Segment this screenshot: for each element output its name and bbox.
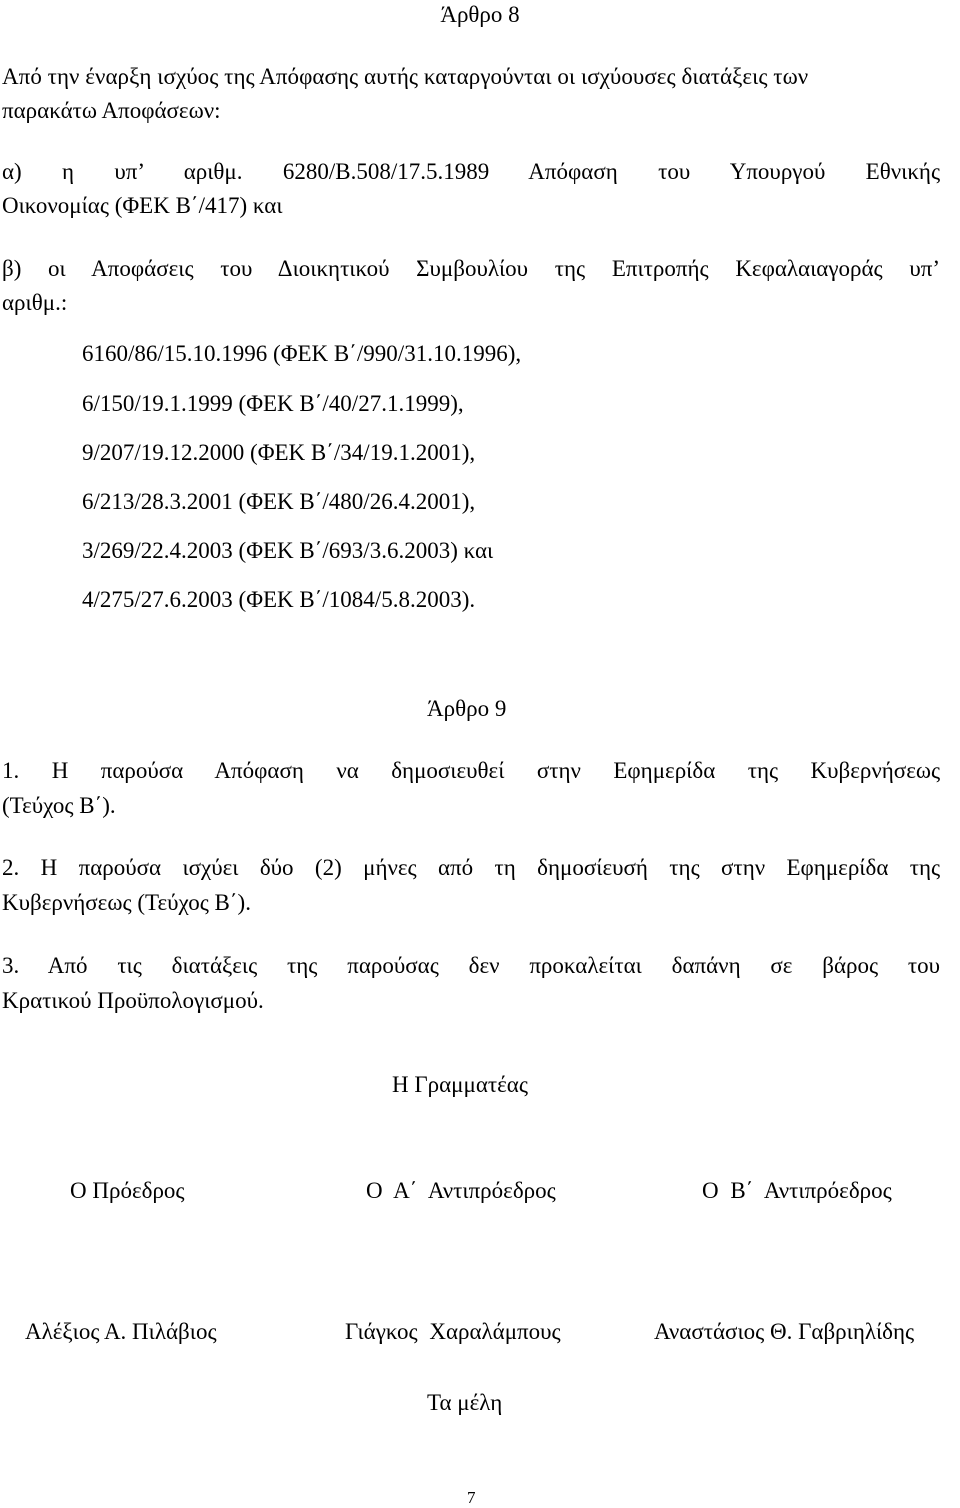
paragraph-1-word: δημοσιευθεί xyxy=(391,758,505,783)
paragraph-3-word: Από xyxy=(47,953,88,978)
decision-item: 6/213/28.3.2001 (ΦΕΚ Β΄/480/26.4.2001), xyxy=(82,489,476,514)
paragraph-3-word: διατάξεις xyxy=(171,953,258,978)
paragraph-2-word: τη xyxy=(494,855,516,880)
paragraph-2-word: της xyxy=(669,855,700,880)
paragraph-3-word: δαπάνη xyxy=(671,953,741,978)
paragraph-1-word: Απόφαση xyxy=(214,758,304,783)
paragraph-3-word: 3. xyxy=(2,953,20,978)
paragraph-2-line-1 xyxy=(2,855,940,881)
secretary-title: Η Γραμματέας xyxy=(392,1072,528,1097)
paragraph-3-word: βάρος xyxy=(822,953,879,978)
members-title: Τα μέλη xyxy=(427,1390,503,1415)
clause-a-word: Υπουργού xyxy=(729,159,826,184)
clause-b-word: Διοικητικού xyxy=(277,256,390,281)
clause-b-word: υπ’ xyxy=(909,256,940,281)
clause-a-word: α) xyxy=(2,159,22,184)
paragraph-2-word: Η xyxy=(40,855,58,880)
clause-b-word: του xyxy=(220,256,253,281)
paragraph-1-line-1 xyxy=(2,758,940,784)
paragraph-3-word: σε xyxy=(770,953,793,978)
paragraph-3-word: προκαλείται xyxy=(529,953,642,978)
second-vice-president-name: Αναστάσιος Θ. Γαβριηλίδης xyxy=(654,1319,915,1344)
clause-a-line-2: Οικονομίας (ΦΕΚ Β΄/417) και xyxy=(2,193,283,218)
paragraph-2-word: 2. xyxy=(2,855,20,880)
president-title: Ο Πρόεδρος xyxy=(70,1178,185,1203)
clause-b-word: Αποφάσεις xyxy=(91,256,194,281)
paragraph-1-word: να xyxy=(336,758,359,783)
article-8-intro-line-2: παρακάτω Αποφάσεων: xyxy=(2,98,221,123)
clause-a-word: υπ’ xyxy=(114,159,144,184)
paragraph-3-word: της xyxy=(287,953,318,978)
paragraph-3-line-2: Κρατικού Προϋπολογισμού. xyxy=(2,988,264,1013)
decision-item: 9/207/19.12.2000 (ΦΕΚ Β΄/34/19.1.2001), xyxy=(82,440,476,465)
first-vice-president-title: Ο Α΄ Αντιπρόεδρος xyxy=(366,1178,556,1203)
article-8-heading: Άρθρο 8 xyxy=(440,2,520,27)
clause-b-word: οι xyxy=(48,256,66,281)
second-vice-president-title: Ο Β΄ Αντιπρόεδρος xyxy=(702,1178,892,1203)
paragraph-2-word: Εφημερίδα xyxy=(786,855,889,880)
clause-a-line-1 xyxy=(2,159,940,185)
clause-b-word: Κεφαλαιαγοράς xyxy=(735,256,883,281)
paragraph-1-word: στην xyxy=(536,758,581,783)
clause-a-word: 6280/Β.508/17.5.1989 xyxy=(282,159,490,184)
clause-b-line-2: αριθμ.: xyxy=(2,290,68,315)
decision-item: 6/150/19.1.1999 (ΦΕΚ Β΄/40/27.1.1999), xyxy=(82,391,464,416)
clause-a-word: Απόφαση xyxy=(528,159,618,184)
clause-b-word: της xyxy=(554,256,586,281)
paragraph-1-line-2: (Τεύχος Β΄). xyxy=(2,793,116,818)
paragraph-1-word: παρούσα xyxy=(100,758,184,783)
paragraph-1-word: Εφημερίδα xyxy=(613,758,716,783)
decision-item: 4/275/27.6.2003 (ΦΕΚ Β΄/1084/5.8.2003). xyxy=(82,587,476,612)
paragraph-1-word: 1. xyxy=(2,758,20,783)
clause-a-word: η xyxy=(62,159,75,184)
paragraph-2-word: στην xyxy=(721,855,766,880)
clause-a-word: του xyxy=(658,159,691,184)
article-9-heading: Άρθρο 9 xyxy=(427,696,507,721)
paragraph-2-word: ισχύει xyxy=(182,855,239,880)
paragraph-3-line-1 xyxy=(2,953,940,979)
paragraph-2-word: (2) xyxy=(314,855,342,880)
paragraph-2-word: μήνες xyxy=(363,855,417,880)
paragraph-1-word: Κυβερνήσεως xyxy=(810,758,941,783)
clause-b-word: β) xyxy=(2,256,22,281)
paragraph-2-word: δύο xyxy=(259,855,294,880)
paragraph-3-word: τις xyxy=(117,953,142,978)
article-8-intro-line-1: Από την έναρξη ισχύος της Απόφασης αυτής καταργούνται οι ισχύουσες διατάξεις των xyxy=(2,64,809,89)
president-name: Αλέξιος Α. Πιλάβιος xyxy=(25,1319,217,1344)
paragraph-2-word: δημοσίευσή xyxy=(537,855,648,880)
clause-a-word: αριθμ. xyxy=(183,159,243,184)
clause-b-word: Επιτροπής xyxy=(611,256,709,281)
page-number: 7 xyxy=(467,1488,476,1507)
paragraph-2-word: από xyxy=(438,855,474,880)
paragraph-2-word: της xyxy=(909,855,941,880)
paragraph-3-word: παρούσας xyxy=(347,953,439,978)
clause-b-word: Συμβουλίου xyxy=(416,256,529,281)
first-vice-president-name: Γιάγκος Χαραλάμπους xyxy=(345,1319,561,1344)
paragraph-1-word: της xyxy=(747,758,779,783)
paragraph-3-word: του xyxy=(907,953,941,978)
paragraph-2-line-2: Κυβερνήσεως (Τεύχος Β΄). xyxy=(2,890,251,915)
decision-item: 3/269/22.4.2003 (ΦΕΚ Β΄/693/3.6.2003) και xyxy=(82,538,494,563)
clause-a-word: Εθνικής xyxy=(865,159,941,184)
paragraph-2-word: παρούσα xyxy=(78,855,162,880)
clause-b-line-1 xyxy=(2,256,940,282)
paragraph-1-word: Η xyxy=(51,758,69,783)
paragraph-3-word: δεν xyxy=(468,953,500,978)
decision-item: 6160/86/15.10.1996 (ΦΕΚ Β΄/990/31.10.1996), xyxy=(82,341,522,366)
